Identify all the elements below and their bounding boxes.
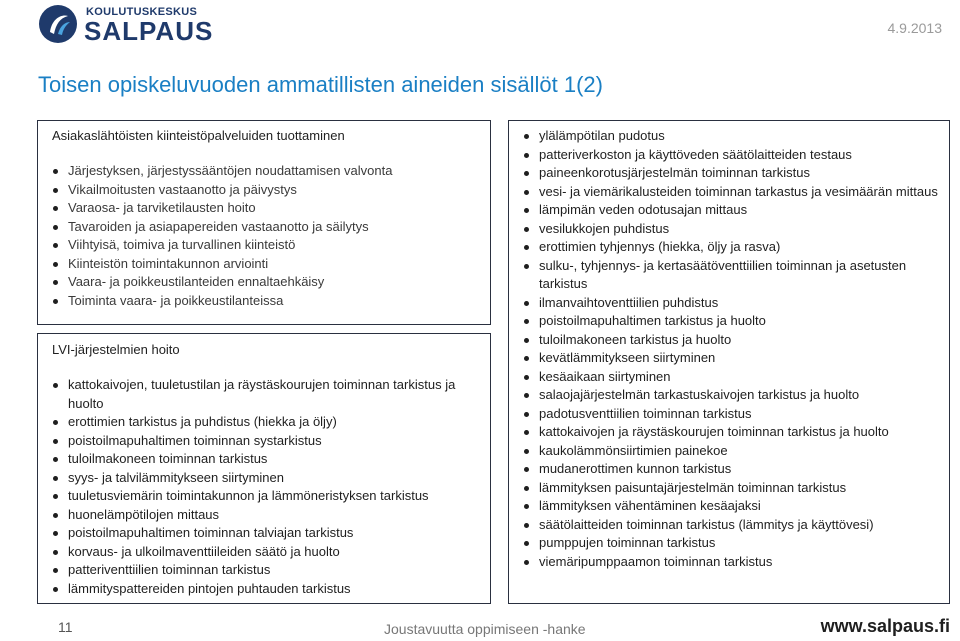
service-content-box: [37, 120, 491, 325]
slide-date: 4.9.2013: [887, 20, 942, 36]
list-item: poistoilmapuhaltimen toiminnan systarkistus: [50, 432, 484, 451]
list-item: korvaus- ja ulkoilmaventtiileiden säätö ja huolto: [50, 543, 484, 562]
list-item: vesi- ja viemärikalusteiden toiminnan tarkastus ja vesimäärän mittaus: [521, 183, 943, 202]
slide-title: Toisen opiskeluvuoden ammatillisten aineiden sisällöt 1(2): [38, 72, 603, 97]
list-item: lämmityksen vähentäminen kesäajaksi: [521, 497, 943, 516]
list-item: poistoilmapuhaltimen toiminnan talviajan tarkistus: [50, 524, 484, 543]
footer-website-link[interactable]: www.salpaus.fi: [820, 616, 950, 636]
list-item: Toiminta vaara- ja poikkeustilanteissa: [50, 292, 484, 311]
list-item: kaukolämmönsiirtimien painekoe: [521, 442, 943, 461]
list-item: tuuletusviemärin toimintakunnon ja lämmöneristyksen tarkistus: [50, 487, 484, 506]
list-item: paineenkorotusjärjestelmän toiminnan tarkistus: [521, 164, 943, 183]
list-item: Järjestyksen, järjestyssääntöjen noudattamisen valvonta: [50, 162, 484, 181]
list-item: kevätlämmitykseen siirtyminen: [521, 349, 943, 368]
list-item: Vikailmoitusten vastaanotto ja päivystys: [50, 181, 484, 200]
list-item: mudanerottimen kunnon tarkistus: [521, 460, 943, 479]
list-item: padotusventtiilien toiminnan tarkistus: [521, 405, 943, 424]
lvi-content-box: [37, 333, 491, 604]
list-item: lämmityksen paisuntajärjestelmän toiminnan tarkistus: [521, 479, 943, 498]
list-item: pumppujen toiminnan tarkistus: [521, 534, 943, 553]
list-item: lämmityspattereiden pintojen puhtauden tarkistus: [50, 580, 484, 599]
logo-subtitle: KOULUTUSKESKUS: [86, 6, 198, 18]
list-item: ilmanvaihtoventtiilien puhdistus: [521, 294, 943, 313]
list-item: vesilukkojen puhdistus: [521, 220, 943, 239]
list-item: poistoilmapuhaltimen tarkistus ja huolto: [521, 312, 943, 331]
list-item: Viihtyisä, toimiva ja turvallinen kiinteistö: [50, 236, 484, 255]
lvi-heading: LVI-järjestelmien hoito: [52, 342, 180, 357]
list-item: salaojajärjestelmän tarkastuskaivojen tarkistus ja huolto: [521, 386, 943, 405]
page-number: 11: [58, 619, 73, 635]
list-item: viemäripumppaamon toiminnan tarkistus: [521, 553, 943, 572]
footer-project-name: Joustavuutta oppimiseen -hanke: [384, 621, 586, 637]
list-item: lämpimän veden odotusajan mittaus: [521, 201, 943, 220]
list-item: syys- ja talvilämmitykseen siirtyminen: [50, 469, 484, 488]
maintenance-content-box: [508, 120, 950, 604]
list-item: patteriverkoston ja käyttöveden säätölaitteiden testaus: [521, 146, 943, 165]
list-item: erottimien tarkistus ja puhdistus (hiekka ja öljy): [50, 413, 484, 432]
list-item: Kiinteistön toimintakunnon arviointi: [50, 255, 484, 274]
list-item: kattokaivojen ja räystäskourujen toiminnan tarkistus ja huolto: [521, 423, 943, 442]
service-heading: Asiakaslähtöisten kiinteistöpalveluiden tuottaminen: [52, 128, 345, 143]
list-item: Varaosa- ja tarviketilausten hoito: [50, 199, 484, 218]
list-item: kesäaikaan siirtyminen: [521, 368, 943, 387]
logo-title: SALPAUS: [84, 16, 214, 46]
list-item: sulku-, tyhjennys- ja kertasäätöventtiilien toiminnan ja asetusten tarkistus: [521, 257, 943, 294]
list-item: patteriventtiilien toiminnan tarkistus: [50, 561, 484, 580]
list-item: säätölaitteiden toiminnan tarkistus (lämmitys ja käyttövesi): [521, 516, 943, 535]
list-item: ylälämpötilan pudotus: [521, 127, 943, 146]
list-item: Vaara- ja poikkeustilanteiden ennaltaehkäisy: [50, 273, 484, 292]
list-item: huonelämpötilojen mittaus: [50, 506, 484, 525]
service-list: [50, 162, 484, 310]
lvi-list: [50, 376, 484, 598]
maintenance-list: [521, 127, 943, 571]
salpaus-logo-icon: [38, 4, 78, 44]
list-item: tuloilmakoneen toiminnan tarkistus: [50, 450, 484, 469]
list-item: kattokaivojen, tuuletustilan ja räystäskourujen toiminnan tarkistus ja huolto: [50, 376, 484, 413]
list-item: tuloilmakoneen tarkistus ja huolto: [521, 331, 943, 350]
list-item: erottimien tyhjennys (hiekka, öljy ja rasva): [521, 238, 943, 257]
list-item: Tavaroiden ja asiapapereiden vastaanotto ja säilytys: [50, 218, 484, 237]
salpaus-logo: [38, 4, 214, 46]
